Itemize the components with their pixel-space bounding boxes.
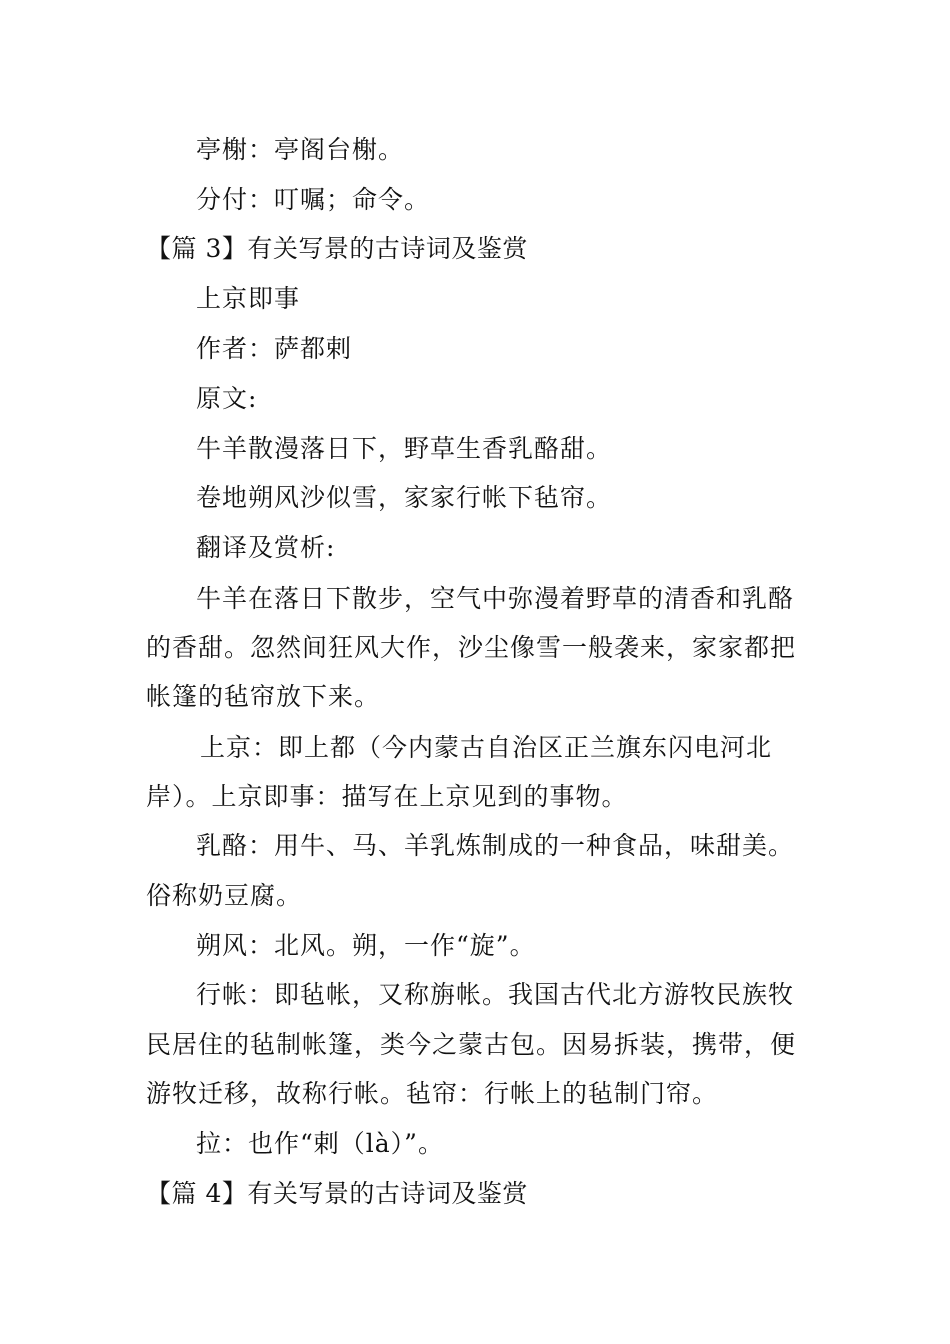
note-line: 拉：也作“剌（là）”。 (196, 1129, 444, 1158)
poem-author: 作者：萨都剌 (196, 334, 353, 363)
section-heading: 【篇 3】有关写景的古诗词及鉴赏 (146, 234, 528, 263)
note-line: 朔风：北风。朔，一作“旋”。 (196, 931, 536, 960)
section-heading: 【篇 4】有关写景的古诗词及鉴赏 (146, 1179, 528, 1208)
poem-line: 牛羊散漫落日下，野草生香乳酪甜。 (196, 434, 613, 463)
poem-line: 卷地朔风沙似雪，家家行帐下毡帘。 (196, 483, 613, 512)
note-line: 民居住的毡制帐篷，类今之蒙古包。因易拆装，携带，便 (146, 1030, 797, 1059)
original-label: 原文: (196, 384, 258, 413)
note-line: 俗称奶豆腐。 (146, 881, 303, 910)
translation-label: 翻译及赏析: (196, 533, 336, 562)
poem-title: 上京即事 (196, 284, 301, 313)
translation-line: 帐篷的毡帘放下来。 (146, 682, 381, 711)
note-line: 上京：即上都（今内蒙古自治区正兰旗东闪电河北 (200, 733, 773, 762)
note-line: 乳酪：用牛、马、羊乳炼制成的一种食品，味甜美。 (196, 831, 795, 860)
glossary-line: 分付：叮嘱；命令。 (196, 185, 431, 214)
translation-line: 的香甜。忽然间狂风大作，沙尘像雪一般袭来，家家都把 (146, 633, 797, 662)
note-line: 游牧迁移，故称行帐。毡帘：行帐上的毡制门帘。 (146, 1079, 719, 1108)
translation-line: 牛羊在落日下散步，空气中弥漫着野草的清香和乳酪 (196, 584, 795, 613)
note-line: 行帐：即毡帐，又称旃帐。我国古代北方游牧民族牧 (196, 980, 795, 1009)
glossary-line: 亭榭：亭阁台榭。 (196, 135, 405, 164)
note-line: 岸）。上京即事：描写在上京见到的事物。 (146, 782, 628, 811)
